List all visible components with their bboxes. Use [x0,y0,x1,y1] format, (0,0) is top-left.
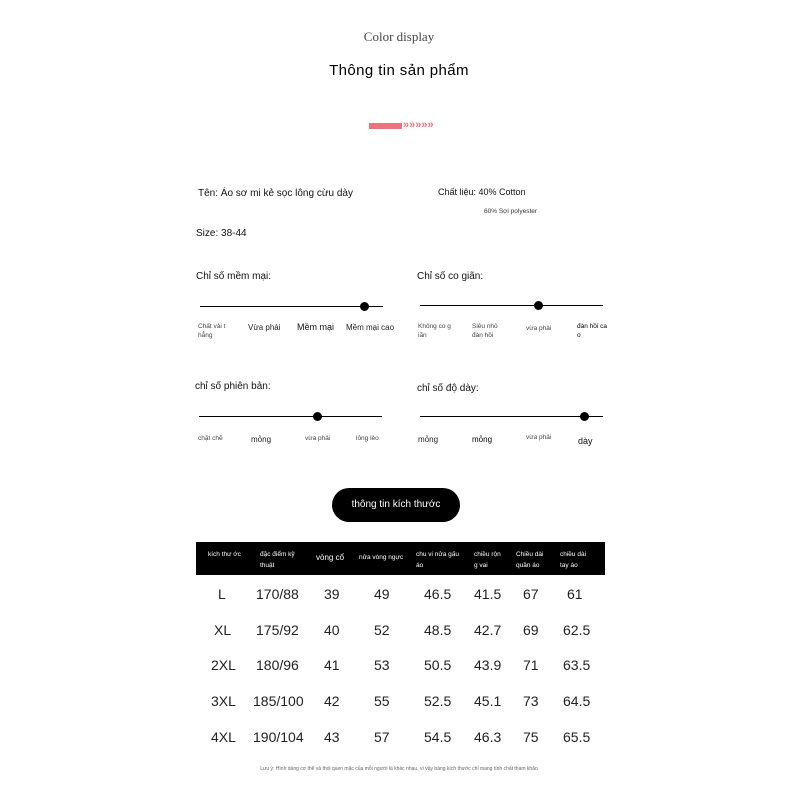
table-cell: 180/96 [256,657,299,673]
stretch-indicator [534,301,543,310]
table-cell: 57 [374,729,390,745]
fit-tick-3: vừa phải [305,435,331,442]
stretch-tick-1: Không co g iãn [418,323,451,339]
stretch-title: Chỉ số co giãn: [417,271,484,282]
table-cell: 61 [567,586,583,602]
softness-tick-3: Mềm mại [297,322,335,332]
table-cell: 71 [523,657,539,673]
table-cell: 185/100 [253,693,304,709]
stretch-tick-2: Siêu nhỏ đàn hồi [472,323,498,339]
table-cell: 65.5 [563,729,591,745]
thickness-scale [420,411,603,423]
table-cell: 175/92 [256,622,299,638]
column-header-sleeve: chiều dài tay áo [560,551,587,569]
size-table-body [196,580,605,755]
fit-indicator [313,412,322,421]
stretch-scale [420,300,603,312]
table-cell: 170/88 [256,586,299,602]
table-row [196,651,605,681]
thickness-tick-3: vừa phải [526,434,552,441]
fit-scale [199,411,382,423]
column-header-length: Chiều dài quần áo [516,551,544,569]
table-cell: 3XL [211,693,236,709]
table-cell: 48.5 [424,622,452,638]
table-cell: 41.5 [474,586,502,602]
stretch-track [420,305,603,306]
table-row [196,580,605,610]
table-cell: XL [214,622,232,638]
table-cell: 50.5 [424,657,452,673]
table-cell: 52 [374,622,390,638]
table-cell: 41 [324,657,340,673]
column-header-size: kích thư ớc [208,551,241,558]
table-cell: 46.3 [474,729,502,745]
table-cell: 45.1 [474,693,502,709]
decorative-divider [369,121,443,131]
size-range: Size: 38-44 [196,228,247,239]
table-cell: 53 [374,657,390,673]
table-cell: 49 [374,586,390,602]
softness-scale [200,301,383,313]
fit-tick-1: chặt chẽ [198,435,223,442]
table-cell: 64.5 [563,693,591,709]
table-cell: L [218,586,226,602]
softness-indicator [360,302,369,311]
color-display-subtitle: Color display [363,29,435,44]
softness-title: Chỉ số mềm mại: [196,271,272,282]
table-cell: 4XL [211,729,236,745]
table-cell: 190/104 [253,729,304,745]
table-cell: 39 [324,586,340,602]
fit-tick-2: mỏng [251,435,272,444]
table-cell: 67 [523,586,539,602]
thickness-tick-2: mỏng [472,435,493,444]
size-table-header [196,542,605,575]
table-cell: 63.5 [563,657,591,673]
thickness-title: chỉ số độ dày: [417,383,479,394]
column-header-hem: chu vi nửa gấu áo [416,551,460,569]
softness-track [200,306,383,307]
table-cell: 42.7 [474,622,502,638]
table-cell: 73 [523,693,539,709]
table-cell: 54.5 [424,729,452,745]
table-row [196,723,605,753]
table-cell: 62.5 [563,622,591,638]
table-cell: 52.5 [424,693,452,709]
table-row [196,616,605,646]
material-line-1: Chất liệu: 40% Cotton [438,187,526,197]
stretch-tick-3: vừa phải [526,325,552,332]
column-header-shoulder: chiều rộn g vai [474,551,501,569]
table-cell: 42 [324,693,340,709]
stretch-tick-4: đàn hồi ca o [577,323,607,339]
fit-title: chỉ số phiên bản: [195,381,271,392]
softness-tick-1: Chất vải t hẳng [198,323,226,339]
thickness-tick-4: dày [578,436,593,446]
table-row [196,687,605,717]
table-cell: 75 [523,729,539,745]
column-header-collar: vòng cổ [316,553,345,562]
table-cell: 69 [523,622,539,638]
thickness-tick-1: mỏng [418,435,439,444]
size-info-button[interactable]: thông tin kích thước [332,488,460,522]
chevron-arrows-icon: »»»»» [403,119,434,131]
size-disclaimer-note: Lưu ý: Hình dáng cơ thể và thói quen mặc của mỗi người là khác nhau, vì vậy bảng kích thước chỉ mang tính chất tham khảo [260,766,538,772]
column-header-spec: đặc điểm kỹ thuật [260,551,295,569]
table-cell: 43.9 [474,657,502,673]
table-cell: 40 [324,622,340,638]
thickness-track [420,416,603,417]
page-title: Thông tin sản phẩm [329,62,469,79]
thickness-indicator [580,412,589,421]
material-line-2: 60% Sợi polyester [484,208,538,215]
divider-bar [369,123,402,129]
product-name: Tên: Áo sơ mi kẻ sọc lông cừu dày [198,188,353,199]
table-cell: 2XL [211,657,236,673]
table-cell: 43 [324,729,340,745]
softness-tick-2: Vừa phải [248,323,281,332]
table-cell: 55 [374,693,390,709]
softness-tick-4: Mềm mại cao [346,323,395,332]
fit-track [199,416,382,417]
column-header-half-chest: nửa vòng ngực [359,554,404,561]
table-cell: 46.5 [424,586,452,602]
fit-tick-4: lỏng lẻo [356,435,379,442]
